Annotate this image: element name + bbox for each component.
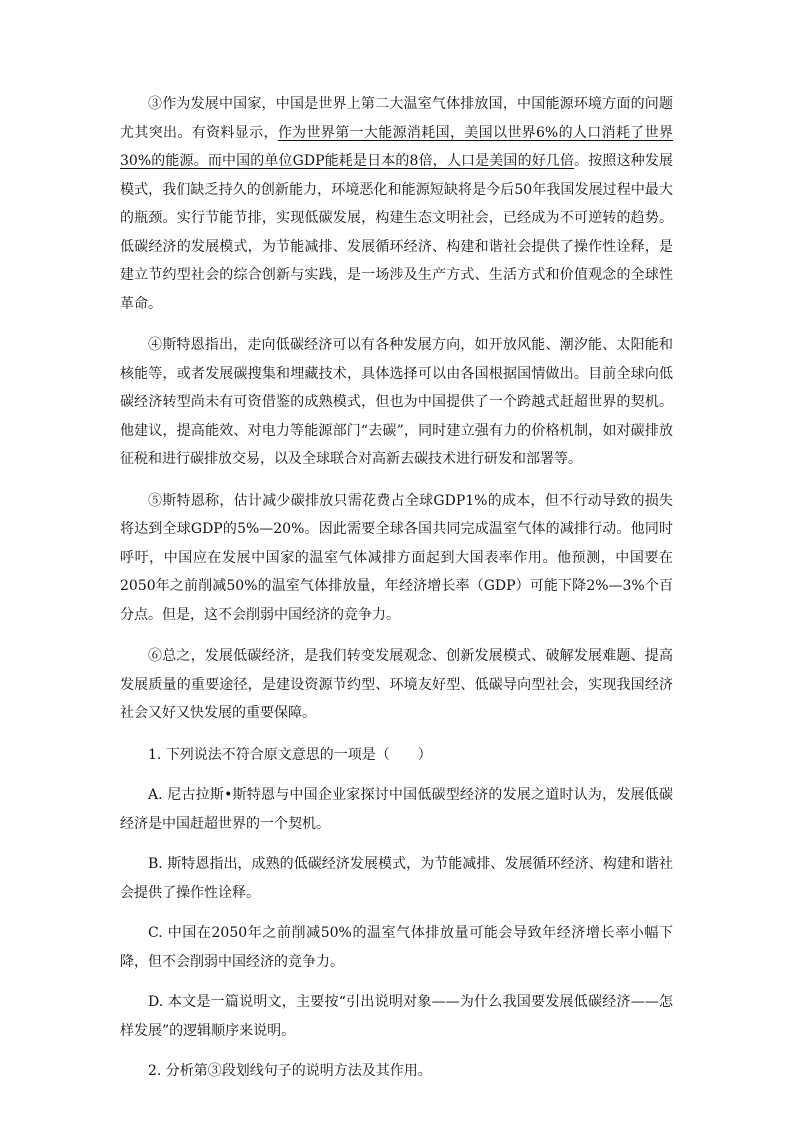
question-1-option-c: C. 中国在2050年之前削减50%的温室气体排放量可能会导致年经济增长率小幅下降，但不会削弱中国经济的竞争力。	[120, 925, 673, 970]
paragraph-3	[120, 90, 673, 318]
question-1-option-b: B. 斯特恩指出，成熟的低碳经济发展模式，为节能减排、发展循环经济、构建和谐社会提供了操作性诠释。	[120, 856, 673, 901]
question-1-stem: 1. 下列说法不符合原文意思的一项是（ ）	[148, 746, 432, 763]
paragraph-4: ④斯特恩指出，走向低碳经济可以有各种发展方向，如开放风能、潮汐能、太阳能和核能等，或者发展碳搜集和埋藏技术，具体选择可以由各国根据国情做出。目前全球向低碳经济转型尚未有可资借鉴的成熟模式，但也为中国提供了一个跨越式赶超世界的契机。他建议，提高能效、对电力等能源部门“去碳”，同时建立强有力的价格机制，如对碳排放征税和进行碳排放交易，以及全球联合对高新去碳技术进行研发和部署等。	[120, 337, 673, 467]
paragraph-3-text-before: ③作为发展中国家，中国是世界上第二大温室气体排放国，中国能源环境方面的问题尤其突出。有资料显示，	[120, 96, 673, 141]
document-body	[120, 90, 673, 1098]
question-2-stem: 2. 分析第③段划线句子的说明方法及其作用。	[148, 1063, 432, 1079]
paragraph-6: ⑥总之，发展低碳经济，是我们转变发展观念、创新发展模式、破解发展难题、提高发展质量的重要途径，是建设资源节约型、环境友好型、低碳导向型社会，实现我国经济社会又好又快发展的重要保障。	[120, 648, 673, 721]
paragraph-3-text-after: 。按照这种发展模式，我们缺乏持久的创新能力，环境恶化和能源短缺将是今后50年我国发展过程中最大的瓶颈。实行节能节排，实现低碳发展，构建生态文明社会，已经成为不可逆转的趋势。低碳经济的发展模式，为节能减排、发展循环经济、构建和谐社会提供了操作性诠释，是建立节约型社会的综合创新与实践，是一场涉及生产方式、生活方式和价值观念的全球性革命。	[120, 153, 673, 312]
question-1-option-d: D. 本文是一篇说明文，主要按“引出说明对象——为什么我国要发展低碳经济——怎样发展”的逻辑顺序来说明。	[120, 994, 673, 1039]
underlined-sentence: 作为世界第一大能源消耗国，美国以世界6%的人口消耗了世界30%的能源。而中国的单位GDP能耗是日本的8倍，人口是美国的好几倍	[120, 124, 674, 169]
paragraph-5: ⑤斯特恩称，估计减少碳排放只需花费占全球GDP1%的成本，但不行动导致的损失将达到全球GDP的5%—20%。因此需要全球各国共同完成温室气体的减排行动。他同时呼吁，中国应在发展中国家的温室气体减排方面起到大国表率作用。他预测，中国要在2050年之前削减50%的温室气体排放量，年经济增长率（GDP）可能下降2%—3%个百分点。但是，这不会削弱中国经济的竞争力。	[120, 492, 673, 623]
question-1-option-a: A. 尼古拉斯•斯特恩与中国企业家探讨中国低碳型经济的发展之道时认为，发展低碳经济是中国赶超世界的一个契机。	[120, 787, 673, 832]
